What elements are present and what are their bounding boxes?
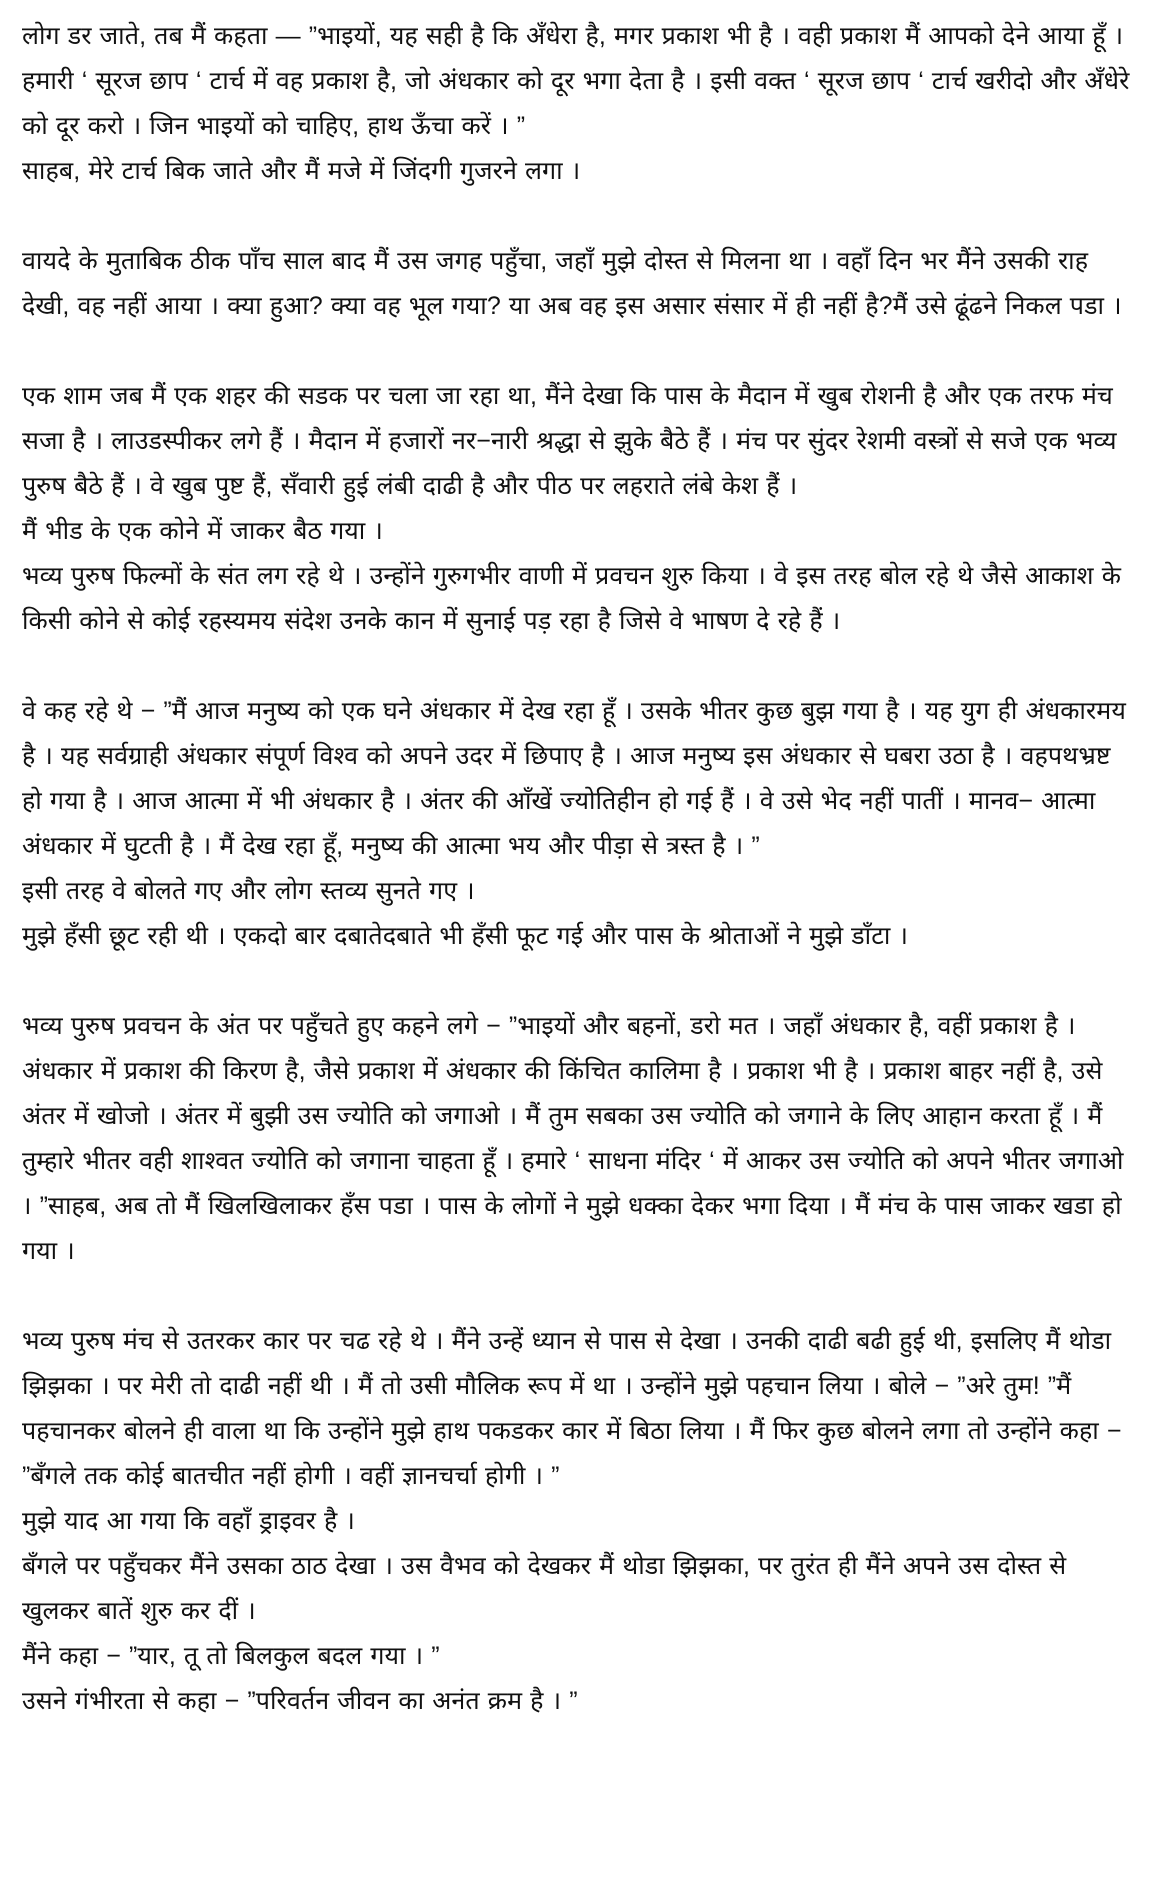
paragraph-spacer	[22, 194, 1135, 239]
paragraph-spacer	[22, 644, 1135, 689]
paragraph: वायदे के मुताबिक ठीक पाँच साल बाद मैं उस जगह पहुँचा, जहाँ मुझे दोस्त से मिलना था । वहाँ दिन भर मैंने उसकी राह देखी, वह नहीं आया । क्या हुआ? क्या वह भूल गया? या अब वह इस असार संसार में ही नहीं है?मैं उसे ढूंढने निकल पडा ।	[22, 247, 1122, 320]
paragraph-spacer	[22, 1274, 1135, 1319]
paragraph: उसने गंभीरता से कहा − ”परिवर्तन जीवन का अनंत क्रम है । ”	[22, 1687, 578, 1715]
paragraph: मुझे याद आ गया कि वहाँ ड्राइवर है ।	[22, 1507, 355, 1535]
paragraph: वे कह रहे थे − ”मैं आज मनुष्य को एक घने अंधकार में देख रहा हूँ । उसके भीतर कुछ बुझ गया है । यह युग ही अंधकारमय है । यह सर्वग्राही अंधकार संपूर्ण विश्व को अपने उदर में छिपाए है । आज मनुष्य इस अंधकार से घबरा उठा है । वहपथभ्रष्ट हो गया है । आज आत्मा में भी अंधकार है । अंतर की आँखें ज्योतिहीन हो गई हैं । वे उसे भेद नहीं पातीं । मानव− आत्मा अंधकार में घुटती है । मैं देख रहा हूँ, मनुष्य की आत्मा भय और पीड़ा से त्रस्त है । ”	[22, 697, 1126, 860]
paragraph-block	[22, 1319, 1135, 1724]
paragraph: भव्य पुरुष प्रवचन के अंत पर पहुँचते हुए कहने लगे − ”भाइयों और बहनों, डरो मत । जहाँ अंधकार है, वहीं प्रकाश है । अंधकार में प्रकाश की किरण है, जैसे प्रकाश में अंधकार की किंचित कालिमा है । प्रकाश भी है । प्रकाश बाहर नहीं है, उसे अंतर में खोजो । अंतर में बुझी उस ज्योति को जगाओ । मैं तुम सबका उस ज्योति को जगाने के लिए आहान करता हूँ । मैं तुम्हारे भीतर वही शाश्वत ज्योति को जगाना चाहता हूँ । हमारे ‘ साधना मंदिर ‘ में आकर उस ज्योति को अपने भीतर जगाओ । ”साहब, अब तो मैं खिलखिलाकर हँस पडा । पास के लोगों ने मुझे धक्का देकर भगा दिया । मैं मंच के पास जाकर खडा हो गया ।	[22, 1012, 1124, 1265]
paragraph: मैं भीड के एक कोने में जाकर बैठ गया ।	[22, 517, 383, 545]
paragraph: मैंने कहा − ”यार, तू तो बिलकुल बदल गया । ”	[22, 1642, 440, 1670]
paragraph-block	[22, 1004, 1135, 1274]
paragraph: इसी तरह वे बोलते गए और लोग स्तव्य सुनते गए ।	[22, 877, 475, 905]
paragraph-block	[22, 14, 1135, 194]
text-body	[22, 14, 1135, 1724]
paragraph-block	[22, 689, 1135, 959]
paragraph: साहब, मेरे टार्च बिक जाते और मैं मजे में जिंदगी गुजरने लगा ।	[22, 157, 581, 185]
paragraph-spacer	[22, 329, 1135, 374]
paragraph-spacer	[22, 959, 1135, 1004]
paragraph-block	[22, 239, 1135, 329]
paragraph: भव्य पुरुष मंच से उतरकर कार पर चढ रहे थे । मैंने उन्हें ध्यान से पास से देखा । उनकी दाढी बढी हुई थी, इसलिए मैं थोडा झिझका । पर मेरी तो दाढी नहीं थी । मैं तो उसी मौलिक रूप में था । उन्होंने मुझे पहचान लिया । बोले − ”अरे तुम! ”मैं पहचानकर बोलने ही वाला था कि उन्होंने मुझे हाथ पकडकर कार में बिठा लिया । मैं फिर कुछ बोलने लगा तो उन्होंने कहा − ”बँगले तक कोई बातचीत नहीं होगी । वहीं ज्ञानचर्चा होगी । ”	[22, 1327, 1122, 1490]
paragraph-block	[22, 374, 1135, 644]
paragraph: एक शाम जब मैं एक शहर की सडक पर चला जा रहा था, मैंने देखा कि पास के मैदान में खुब रोशनी है और एक तरफ मंच सजा है । लाउडस्पीकर लगे हैं । मैदान में हजारों नर−नारी श्रद्धा से झुके बैठे हैं । मंच पर सुंदर रेशमी वस्त्रों से सजे एक भव्य पुरुष बैठे हैं । वे खुब पुष्ट हैं, सँवारी हुई लंबी दाढी है और पीठ पर लहराते लंबे केश हैं ।	[22, 382, 1117, 500]
paragraph: बँगले पर पहुँचकर मैंने उसका ठाठ देखा । उस वैभव को देखकर मैं थोडा झिझका, पर तुरंत ही मैंने अपने उस दोस्त से खुलकर बातें शुरु कर दीं ।	[22, 1552, 1067, 1625]
paragraph: भव्य पुरुष फिल्मों के संत लग रहे थे । उन्होंने गुरुगभीर वाणी में प्रवचन शुरु किया । वे इस तरह बोल रहे थे जैसे आकाश के किसी कोने से कोई रहस्यमय संदेश उनके कान में सुनाई पड़ रहा है जिसे वे भाषण दे रहे हैं ।	[22, 562, 1121, 635]
paragraph: लोग डर जाते, तब मैं कहता — ”भाइयों, यह सही है कि अँधेरा है, मगर प्रकाश भी है । वही प्रकाश मैं आपको देने आया हूँ । हमारी ‘ सूरज छाप ‘ टार्च में वह प्रकाश है, जो अंधकार को दूर भगा देता है । इसी वक्त ‘ सूरज छाप ‘ टार्च खरीदो और अँधेरे को दूर करो । जिन भाइयों को चाहिए, हाथ ऊँचा करें । ”	[22, 22, 1130, 140]
paragraph: मुझे हँसी छूट रही थी । एकदो बार दबातेदबाते भी हँसी फूट गई और पास के श्रोताओं ने मुझे डाँटा ।	[22, 922, 909, 950]
